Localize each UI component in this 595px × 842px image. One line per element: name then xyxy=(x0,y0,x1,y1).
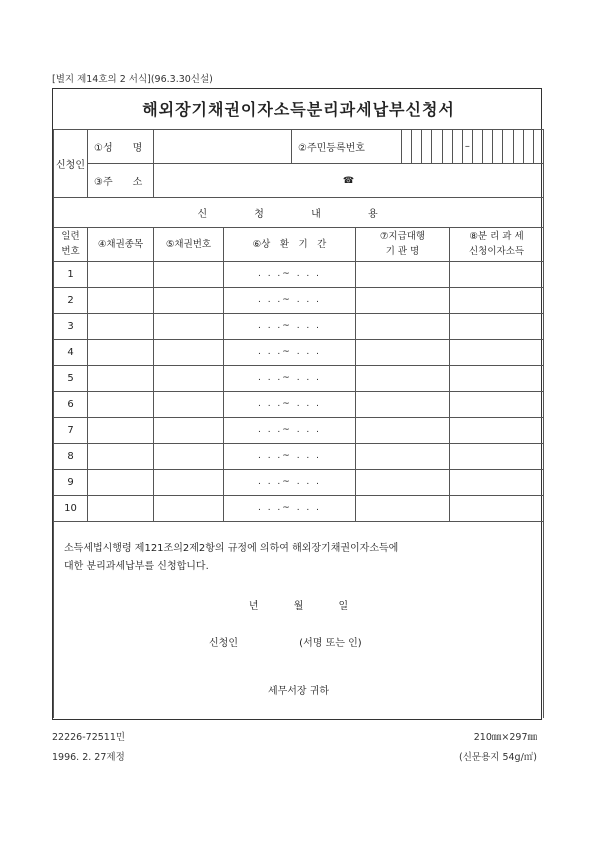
redemption-period-cell[interactable]: . . .~ . . . xyxy=(224,365,356,391)
payer-cell[interactable] xyxy=(356,313,450,339)
row-number: 5 xyxy=(54,365,88,391)
table-row xyxy=(54,261,544,287)
paper-size: 210㎜×297㎜ xyxy=(473,732,537,743)
payer-cell[interactable] xyxy=(356,443,450,469)
bond-number-cell[interactable] xyxy=(154,391,224,417)
bond-type-cell[interactable] xyxy=(88,391,154,417)
payer-cell[interactable] xyxy=(356,365,450,391)
serial-column-header: 일련 번호 xyxy=(54,227,88,261)
row-number: 1 xyxy=(54,261,88,287)
bond-number-column-header: ⑤채권번호 xyxy=(154,227,224,261)
signature-line[interactable] xyxy=(209,634,362,649)
income-column-header: ⑧분 리 과 세 신청이자소득 xyxy=(450,227,544,261)
address-label: ③주 소 xyxy=(88,163,154,197)
rrn-digit-box[interactable] xyxy=(533,130,543,163)
income-cell[interactable] xyxy=(450,287,544,313)
address-field[interactable] xyxy=(154,163,544,197)
redemption-period-cell[interactable]: . . .~ . . . xyxy=(224,469,356,495)
redemption-period-cell[interactable]: . . .~ . . . xyxy=(224,339,356,365)
income-cell[interactable] xyxy=(450,443,544,469)
table-row xyxy=(54,417,544,443)
application-form xyxy=(52,88,542,720)
declaration-section xyxy=(54,521,544,718)
payer-cell[interactable] xyxy=(356,261,450,287)
table-row xyxy=(54,365,544,391)
bond-type-cell[interactable] xyxy=(88,469,154,495)
form-title: 해외장기채권이자소득분리과세납부신청서 xyxy=(54,89,544,129)
addressee: 세무서장 귀하 xyxy=(267,685,330,697)
table-row xyxy=(54,495,544,521)
rrn-digit-box[interactable] xyxy=(421,130,431,163)
signer-label: 신청인 xyxy=(209,637,238,649)
row-number: 10 xyxy=(54,495,88,521)
row-number: 4 xyxy=(54,339,88,365)
redemption-period-cell[interactable]: . . .~ . . . xyxy=(224,287,356,313)
income-cell[interactable] xyxy=(450,495,544,521)
income-cell[interactable] xyxy=(450,417,544,443)
bond-type-cell[interactable] xyxy=(88,443,154,469)
redemption-period-column-header: ⑥상 환 기 간 xyxy=(224,227,356,261)
payer-cell[interactable] xyxy=(356,391,450,417)
declaration-line-1: 소득세법시행령 제121조의2제2항의 규정에 의하여 해외장기채권이자소득에 xyxy=(64,542,399,554)
bond-type-cell[interactable] xyxy=(88,495,154,521)
rrn-field[interactable] xyxy=(402,129,544,163)
bond-type-cell[interactable] xyxy=(88,287,154,313)
rrn-digit-box[interactable] xyxy=(513,130,523,163)
row-number: 3 xyxy=(54,313,88,339)
payer-cell[interactable] xyxy=(356,339,450,365)
redemption-period-cell[interactable]: . . .~ . . . xyxy=(224,495,356,521)
rrn-digit-box[interactable] xyxy=(442,130,452,163)
name-field[interactable] xyxy=(154,129,292,163)
payer-cell[interactable] xyxy=(356,417,450,443)
payer-cell[interactable] xyxy=(356,287,450,313)
bond-number-cell[interactable] xyxy=(154,261,224,287)
bond-type-cell[interactable] xyxy=(88,339,154,365)
bond-number-cell[interactable] xyxy=(154,469,224,495)
redemption-period-cell[interactable]: . . .~ . . . xyxy=(224,261,356,287)
row-number: 6 xyxy=(54,391,88,417)
income-cell[interactable] xyxy=(450,339,544,365)
bond-type-cell[interactable] xyxy=(88,417,154,443)
declaration-line-2: 대한 분리과세납부를 신청합니다. xyxy=(64,560,209,572)
form-reference: [별지 제14호의 2 서식](96.3.30신설) xyxy=(52,74,213,85)
application-date[interactable] xyxy=(54,597,543,612)
row-number: 9 xyxy=(54,469,88,495)
income-cell[interactable] xyxy=(450,261,544,287)
bond-number-cell[interactable] xyxy=(154,417,224,443)
rrn-digit-box[interactable] xyxy=(482,130,492,163)
table-row xyxy=(54,391,544,417)
details-header: 신 청 내 용 xyxy=(54,197,544,227)
income-cell[interactable] xyxy=(450,469,544,495)
paper-spec: (신문용지 54g/㎡) xyxy=(459,752,537,763)
redemption-period-cell[interactable]: . . .~ . . . xyxy=(224,313,356,339)
rrn-digit-box[interactable] xyxy=(431,130,441,163)
rrn-label: ②주민등록번호 xyxy=(292,129,402,163)
declaration-text xyxy=(64,540,398,576)
payer-cell[interactable] xyxy=(356,495,450,521)
rrn-digit-box[interactable] xyxy=(472,130,482,163)
table-row xyxy=(54,313,544,339)
bond-type-column-header: ④채권종목 xyxy=(88,227,154,261)
payer-cell[interactable] xyxy=(356,469,450,495)
rrn-digit-box[interactable] xyxy=(402,130,411,163)
bond-type-cell[interactable] xyxy=(88,313,154,339)
bond-type-cell[interactable] xyxy=(88,261,154,287)
row-number: 7 xyxy=(54,417,88,443)
rrn-digit-box[interactable] xyxy=(502,130,512,163)
income-cell[interactable] xyxy=(450,365,544,391)
table-row xyxy=(54,469,544,495)
table-row xyxy=(54,339,544,365)
applicant-label: 신청인 xyxy=(54,129,88,197)
row-number: 8 xyxy=(54,443,88,469)
bond-type-cell[interactable] xyxy=(88,365,154,391)
rrn-dash: – xyxy=(462,130,472,163)
detail-rows xyxy=(54,261,544,521)
redemption-period-cell[interactable]: . . .~ . . . xyxy=(224,443,356,469)
year-label: 년 xyxy=(248,600,259,612)
bond-number-cell[interactable] xyxy=(154,495,224,521)
rrn-digit-box[interactable] xyxy=(411,130,421,163)
table-row xyxy=(54,287,544,313)
redemption-period-cell[interactable]: . . .~ . . . xyxy=(224,391,356,417)
payer-column-header: ⑦지급대행 기 관 명 xyxy=(356,227,450,261)
signature-note: (서명 또는 인) xyxy=(299,637,362,649)
bond-number-cell[interactable] xyxy=(154,443,224,469)
bond-number-cell[interactable] xyxy=(154,339,224,365)
row-number: 2 xyxy=(54,287,88,313)
form-code: 22226-72511민 xyxy=(52,732,126,743)
bond-number-cell[interactable] xyxy=(154,365,224,391)
income-cell[interactable] xyxy=(450,391,544,417)
income-cell[interactable] xyxy=(450,313,544,339)
bond-number-cell[interactable] xyxy=(154,287,224,313)
enacted-date: 1996. 2. 27제정 xyxy=(52,752,125,763)
day-label: 일 xyxy=(338,600,349,612)
name-label: ①성 명 xyxy=(88,129,154,163)
rrn-digit-box[interactable] xyxy=(452,130,462,163)
phone-icon: ☎ xyxy=(342,175,355,186)
table-row xyxy=(54,443,544,469)
bond-number-cell[interactable] xyxy=(154,313,224,339)
form-table xyxy=(53,89,544,718)
month-label: 월 xyxy=(293,600,304,612)
redemption-period-cell[interactable]: . . .~ . . . xyxy=(224,417,356,443)
rrn-digit-box[interactable] xyxy=(492,130,502,163)
rrn-digit-box[interactable] xyxy=(523,130,533,163)
